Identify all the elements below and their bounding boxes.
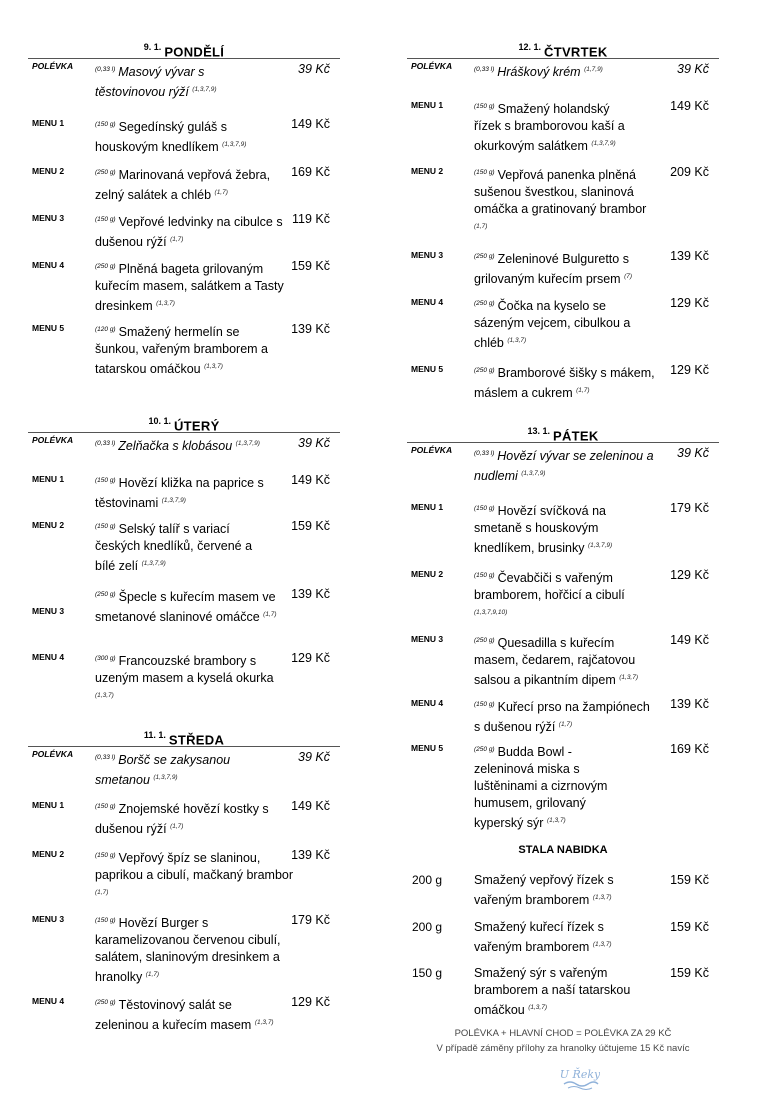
item-name: Quesadilla s kuřecím masem, čedarem, rajčatovou salsou a pikantním dipem bbox=[474, 636, 636, 688]
item-weight: (250 g) bbox=[95, 263, 116, 270]
item-text bbox=[95, 321, 270, 378]
item-text bbox=[95, 435, 305, 455]
item-label: MENU 4 bbox=[32, 260, 65, 270]
item-text bbox=[95, 650, 285, 707]
item-label: MENU 4 bbox=[32, 652, 65, 662]
item-weight: (0,33 l) bbox=[95, 66, 116, 73]
item-price: 169 Kč bbox=[291, 165, 330, 179]
day-tuesday bbox=[28, 410, 340, 700]
item-text bbox=[474, 632, 654, 689]
footer bbox=[393, 1026, 733, 1056]
item-weight: (250 g) bbox=[474, 746, 495, 753]
item-text bbox=[474, 919, 654, 956]
item-name: Kuřecí prso na žampiónech s dušenou rýží bbox=[474, 700, 650, 735]
item-text bbox=[95, 211, 285, 251]
item-price: 149 Kč bbox=[670, 633, 709, 647]
item-allergens: (1,7) bbox=[170, 823, 184, 831]
item-name: Těstovinový salát se zeleninou a kuřecím masem bbox=[95, 998, 252, 1033]
day-wednesday bbox=[28, 724, 340, 1033]
day-header bbox=[407, 420, 719, 442]
item-label: MENU 1 bbox=[32, 118, 65, 128]
item-allergens: (1,3,7,9) bbox=[521, 470, 546, 478]
item-price: 39 Kč bbox=[298, 750, 330, 764]
item-weight: (300 g) bbox=[95, 655, 116, 662]
day-date: 11. 1. bbox=[143, 730, 166, 740]
item-allergens: (1,7) bbox=[170, 236, 184, 244]
item-name: Boršč se zakysanou smetanou bbox=[95, 753, 231, 788]
item-text bbox=[95, 116, 285, 156]
item-price: 129 Kč bbox=[670, 363, 709, 377]
item-label: MENU 1 bbox=[32, 800, 65, 810]
item-weight: 150 g bbox=[412, 966, 443, 980]
item-weight: (150 g) bbox=[95, 803, 116, 810]
item-name: Znojemské hovězí kostky s dušenou rýží bbox=[95, 802, 269, 837]
item-label: MENU 2 bbox=[32, 849, 65, 859]
item-label: MENU 4 bbox=[411, 698, 444, 708]
day-date: 13. 1. bbox=[527, 426, 550, 436]
item-allergens: (1,3,7) bbox=[619, 674, 639, 682]
item-label: POLÉVKA bbox=[32, 749, 74, 759]
item-label: MENU 5 bbox=[411, 743, 444, 753]
item-label: MENU 1 bbox=[411, 502, 444, 512]
item-allergens: (1,7) bbox=[145, 971, 160, 979]
item-allergens: (1,3,7) bbox=[156, 300, 175, 308]
item-label: MENU 5 bbox=[32, 323, 65, 333]
day-name: PONDĚLÍ bbox=[164, 44, 225, 60]
soup-row bbox=[28, 746, 340, 787]
item-name: Čevabčiči s vařeným bramborem, hořčicí a cibulí bbox=[474, 571, 625, 603]
item-weight: (150 g) bbox=[95, 477, 116, 484]
item-label: POLÉVKA bbox=[411, 445, 453, 455]
stala-title: STALA NABIDKA bbox=[518, 844, 608, 856]
item-price: 159 Kč bbox=[291, 259, 330, 273]
item-text bbox=[474, 500, 654, 557]
footer-line-1: POLÉVKA + HLAVNÍ CHOD = POLÉVKA ZA 29 KČ bbox=[454, 1028, 672, 1039]
item-text bbox=[474, 164, 654, 238]
day-name: ČTVRTEK bbox=[544, 44, 608, 60]
item-allergens: (1,3,7,9) bbox=[153, 774, 178, 782]
day-header bbox=[28, 410, 340, 432]
item-price: 129 Kč bbox=[670, 296, 709, 310]
item-text bbox=[474, 741, 634, 832]
item-text bbox=[95, 749, 260, 789]
item-text bbox=[95, 518, 275, 575]
item-weight: 200 g bbox=[412, 920, 443, 934]
item-text bbox=[95, 912, 295, 986]
item-text bbox=[474, 61, 674, 81]
item-weight: (150 g) bbox=[95, 852, 116, 859]
item-text bbox=[95, 994, 275, 1034]
item-weight: (250 g) bbox=[474, 300, 495, 307]
soup-row bbox=[28, 58, 340, 99]
item-weight: (150 g) bbox=[95, 121, 116, 128]
item-price: 129 Kč bbox=[670, 568, 709, 582]
item-allergens: (1,3,7,9) bbox=[222, 141, 247, 149]
item-allergens: (1,3,7) bbox=[528, 1004, 548, 1011]
item-label: MENU 5 bbox=[411, 364, 444, 374]
item-allergens: (1,3,7) bbox=[254, 1019, 274, 1027]
item-name: Marinovaná vepřová žebra, zelný salátek a chléb bbox=[95, 168, 271, 203]
item-weight: (150 g) bbox=[95, 523, 116, 530]
item-price: 149 Kč bbox=[291, 799, 330, 813]
item-text bbox=[474, 248, 659, 288]
item-allergens: (1,3,7) bbox=[592, 894, 612, 901]
item-text bbox=[474, 445, 664, 485]
item-name: Masový vývar s těstovinovou rýží bbox=[95, 65, 205, 100]
logo-text: U Řeky bbox=[560, 1068, 600, 1081]
item-text bbox=[474, 965, 654, 1019]
item-label: MENU 2 bbox=[32, 520, 65, 530]
restaurant-logo bbox=[560, 1064, 600, 1090]
item-weight: (0,33 l) bbox=[474, 66, 495, 73]
item-allergens: (1,3,7,9) bbox=[587, 542, 613, 550]
item-weight: (150 g) bbox=[474, 505, 495, 512]
item-label: MENU 2 bbox=[32, 166, 65, 176]
item-text bbox=[474, 362, 659, 402]
item-price: 129 Kč bbox=[291, 995, 330, 1009]
item-label: MENU 1 bbox=[32, 474, 65, 484]
item-label: MENU 4 bbox=[411, 297, 444, 307]
item-allergens: (1,7) bbox=[576, 387, 590, 395]
item-text bbox=[95, 164, 285, 204]
item-price: 149 Kč bbox=[670, 99, 709, 113]
item-text bbox=[95, 847, 305, 904]
wave-icon bbox=[564, 1082, 598, 1086]
day-header bbox=[28, 36, 340, 58]
item-allergens: (1,3,7) bbox=[546, 817, 566, 825]
day-date: 12. 1. bbox=[518, 42, 542, 52]
item-allergens: (1,7) bbox=[474, 223, 488, 231]
item-weight: (250 g) bbox=[474, 253, 495, 260]
item-allergens: (1,7) bbox=[263, 611, 277, 619]
day-name: PÁTEK bbox=[552, 428, 599, 444]
item-name: Plněná bageta grilovaným kuřecím masem, salátkem a Tasty dresinkem bbox=[95, 262, 284, 314]
item-price: 159 Kč bbox=[670, 966, 709, 980]
item-name: Hráškový krém bbox=[497, 65, 581, 80]
item-price: 159 Kč bbox=[670, 920, 709, 934]
item-name: Hovězí vývar se zeleninou a nudlemi bbox=[474, 449, 654, 484]
item-allergens: (1,7) bbox=[95, 889, 109, 897]
item-weight: (150 g) bbox=[474, 103, 495, 110]
item-name: Vepřové ledvinky na cibulce s dušenou rýží bbox=[95, 215, 283, 250]
item-text bbox=[95, 798, 295, 838]
day-thursday bbox=[407, 36, 719, 401]
item-weight: (0,33 l) bbox=[95, 754, 116, 761]
item-weight: (120 g) bbox=[95, 326, 116, 333]
day-date: 10. 1. bbox=[148, 416, 171, 426]
item-weight: (150 g) bbox=[95, 216, 116, 223]
item-allergens: (1,7,9) bbox=[584, 66, 603, 73]
item-name: Vepřová panenka plněná sušenou švestkou, slaninová omáčka a gratinovaný brambor bbox=[474, 168, 647, 217]
item-price: 149 Kč bbox=[291, 473, 330, 487]
day-name: ÚTERÝ bbox=[173, 418, 220, 434]
item-allergens: (1,3,7,9) bbox=[591, 140, 616, 148]
item-price: 139 Kč bbox=[670, 697, 709, 711]
item-allergens: (1,3,7,9) bbox=[141, 560, 166, 568]
item-text bbox=[95, 586, 285, 626]
item-weight: (150 g) bbox=[474, 701, 495, 708]
item-allergens: (1,3,7) bbox=[204, 363, 223, 371]
item-allergens: (7) bbox=[624, 273, 633, 281]
item-label: MENU 4 bbox=[32, 996, 65, 1006]
item-weight: 200 g bbox=[412, 873, 443, 887]
item-price: 139 Kč bbox=[291, 848, 330, 862]
item-name: Smažený hermelín se šunkou, vařeným bramborem a tatarskou omáčkou bbox=[95, 325, 268, 377]
item-text bbox=[474, 295, 654, 352]
item-price: 129 Kč bbox=[291, 651, 330, 665]
item-price: 179 Kč bbox=[670, 501, 709, 515]
day-monday bbox=[28, 36, 340, 377]
day-header bbox=[407, 36, 719, 58]
item-weight: (250 g) bbox=[95, 169, 116, 176]
day-date: 9. 1. bbox=[143, 42, 162, 52]
soup-row bbox=[407, 58, 719, 89]
item-name: Selský talíř s variací českých knedlíků, červené a bílé zelí bbox=[95, 522, 253, 574]
item-text bbox=[474, 98, 639, 155]
item-text bbox=[474, 567, 639, 624]
item-price: 209 Kč bbox=[670, 165, 709, 179]
item-name: Vepřový špíz se slaninou, paprikou a cibulí, mačkaný brambor bbox=[95, 851, 294, 883]
item-label: MENU 3 bbox=[32, 213, 65, 223]
item-price: 39 Kč bbox=[298, 62, 330, 76]
item-label: POLÉVKA bbox=[32, 61, 74, 71]
item-label: POLÉVKA bbox=[32, 435, 74, 445]
soup-row bbox=[28, 432, 340, 463]
item-price: 39 Kč bbox=[677, 62, 709, 76]
item-allergens: (1,3,7,9,10) bbox=[474, 609, 508, 617]
item-text bbox=[474, 872, 654, 909]
item-text bbox=[95, 258, 285, 315]
item-weight: (0,33 l) bbox=[474, 450, 495, 457]
item-allergens: (1,3,7) bbox=[95, 692, 114, 700]
item-price: 169 Kč bbox=[670, 742, 709, 756]
item-name: Čočka na kyselo se sázeným vejcem, cibulkou a chléb bbox=[474, 299, 631, 351]
item-allergens: (1,3,7,9) bbox=[235, 440, 260, 447]
item-label: MENU 3 bbox=[411, 634, 444, 644]
item-allergens: (1,7) bbox=[558, 721, 573, 729]
wave-icon bbox=[568, 1087, 592, 1090]
item-name: Bramborové šišky s mákem, máslem a cukrem bbox=[474, 366, 655, 401]
item-weight: (0,33 l) bbox=[95, 440, 116, 447]
item-weight: (150 g) bbox=[95, 917, 116, 924]
item-weight: (250 g) bbox=[474, 367, 495, 374]
item-name: Francouzské brambory s uzeným masem a kyselá okurka bbox=[95, 654, 274, 686]
item-text bbox=[95, 61, 270, 101]
item-name: Hovězí Burger s karamelizovanou červenou cibulí, salátem, slaninovým dresinkem a hranolky bbox=[95, 916, 281, 985]
item-price: 139 Kč bbox=[670, 249, 709, 263]
item-price: 149 Kč bbox=[291, 117, 330, 131]
item-weight: (150 g) bbox=[474, 572, 495, 579]
item-label: MENU 3 bbox=[411, 250, 444, 260]
item-name: Smažený sýr s vařeným bramborem a naší tatarskou omáčkou bbox=[474, 966, 631, 1018]
day-header bbox=[28, 724, 340, 746]
item-label: MENU 2 bbox=[411, 569, 444, 579]
item-weight: (150 g) bbox=[474, 169, 495, 176]
item-price: 159 Kč bbox=[670, 873, 709, 887]
item-weight: (250 g) bbox=[474, 637, 495, 644]
item-price: 159 Kč bbox=[291, 519, 330, 533]
item-name: Zeleninové Bulguretto s grilovaným kuřecím prsem bbox=[474, 252, 629, 287]
item-weight: (250 g) bbox=[95, 591, 116, 598]
item-name: Budda Bowl - zeleninová miska s luštěninami a cizrnovým humusem, grilovaný kyperský sýr bbox=[474, 745, 608, 831]
item-label: MENU 3 bbox=[32, 606, 65, 616]
item-name: Smažený holandský řízek s bramborovou kaší a okurkovým salátkem bbox=[474, 102, 625, 154]
item-label: POLÉVKA bbox=[411, 61, 453, 71]
soup-row bbox=[407, 442, 719, 483]
day-name: STŘEDA bbox=[168, 732, 225, 748]
item-name: Hovězí svíčková na smetaně s houskovým knedlíkem, brusinky bbox=[474, 504, 606, 556]
item-name: Zelňačka s klobásou bbox=[118, 439, 233, 454]
item-allergens: (1,7) bbox=[214, 189, 228, 197]
item-name: Segedínský guláš s houskovým knedlíkem bbox=[95, 120, 228, 155]
item-price: 39 Kč bbox=[298, 436, 330, 450]
item-text bbox=[95, 472, 285, 512]
footer-line-2: V případě záměny přílohy za hranolky účtujeme 15 Kč navíc bbox=[436, 1043, 690, 1054]
item-name: Smažený kuřecí řízek s vařeným bramborem bbox=[474, 920, 604, 955]
item-name: Špecle s kuřecím masem ve smetanové slaninové omáčce bbox=[95, 590, 276, 625]
item-price: 179 Kč bbox=[291, 913, 330, 927]
item-allergens: (1,3,7,9) bbox=[161, 497, 186, 505]
item-text bbox=[474, 696, 659, 736]
item-price: 139 Kč bbox=[291, 587, 330, 601]
item-price: 119 Kč bbox=[292, 212, 330, 226]
item-name: Hovězí kližka na paprice s těstovinami bbox=[95, 476, 264, 511]
item-price: 139 Kč bbox=[291, 322, 330, 336]
day-friday bbox=[407, 420, 719, 831]
item-name: Smažený vepřový řízek s vařeným bramborem bbox=[474, 873, 614, 908]
item-label: MENU 1 bbox=[411, 100, 444, 110]
item-weight: (250 g) bbox=[95, 999, 116, 1006]
item-label: MENU 2 bbox=[411, 166, 444, 176]
item-label: MENU 3 bbox=[32, 914, 65, 924]
item-allergens: (1,3,7) bbox=[592, 941, 612, 948]
item-price: 39 Kč bbox=[677, 446, 709, 460]
item-allergens: (1,3,7,9) bbox=[192, 86, 217, 94]
item-allergens: (1,3,7) bbox=[507, 337, 527, 345]
